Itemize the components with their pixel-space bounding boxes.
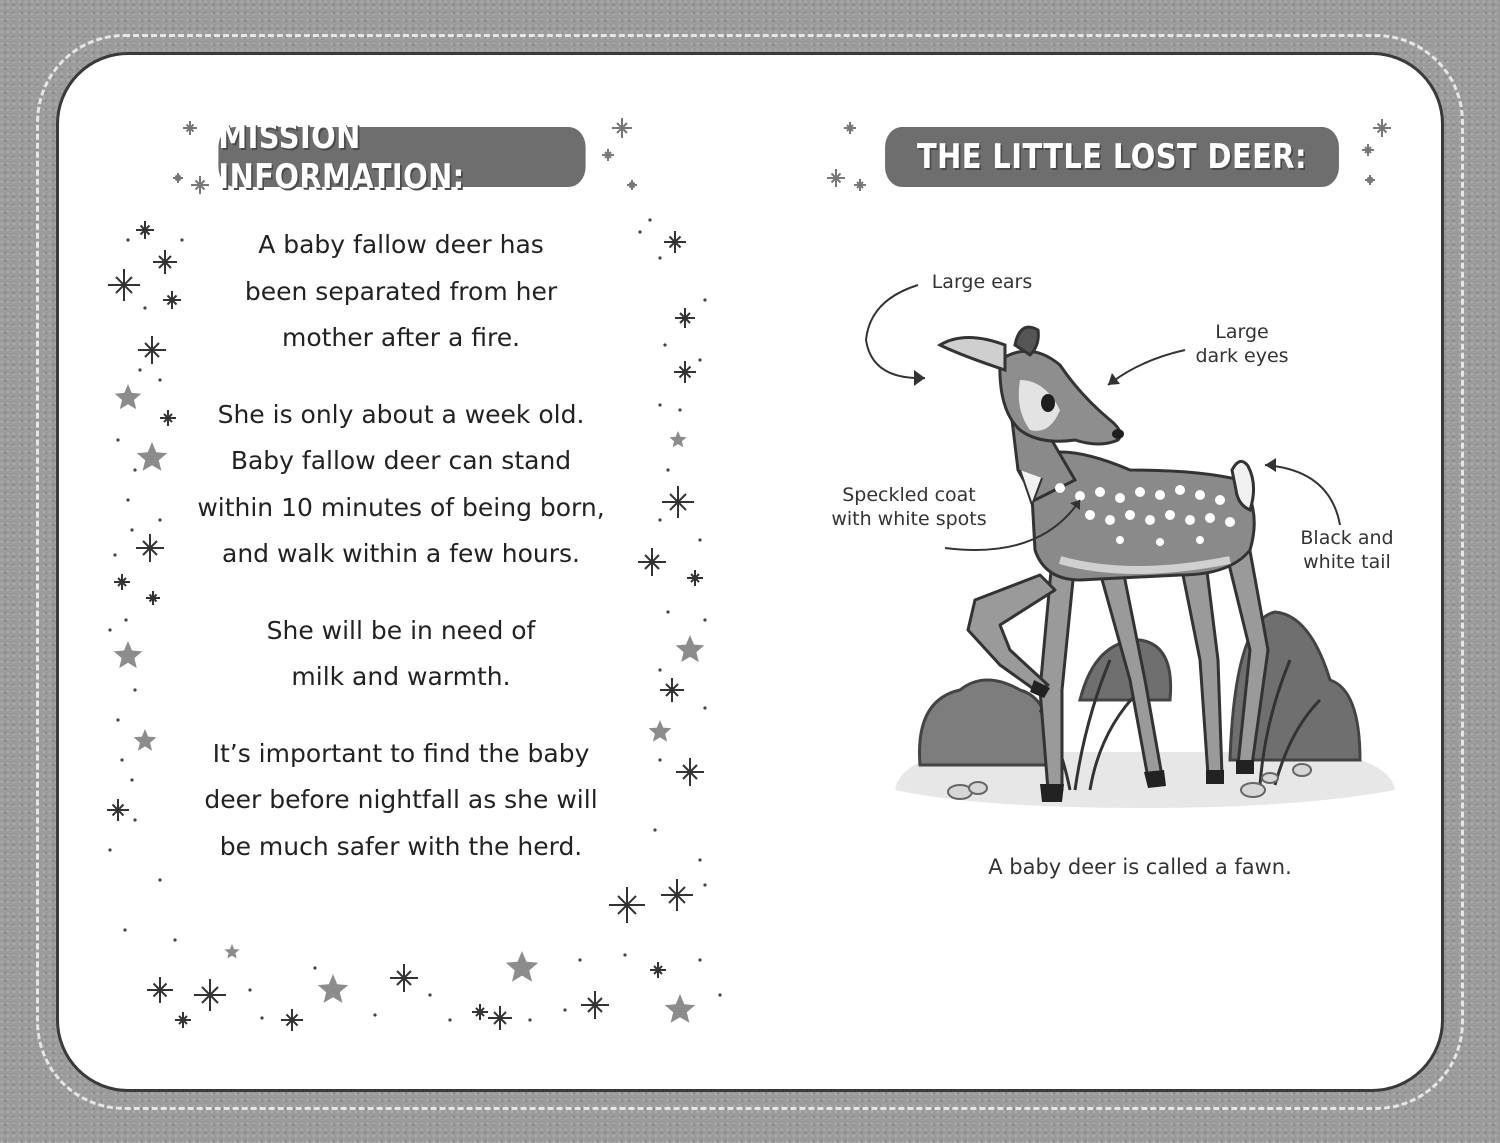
text-line: deer before nightfall as she will: [204, 785, 598, 814]
text-line: milk and warmth.: [291, 662, 511, 691]
callout-line: Speckled coat: [842, 484, 976, 506]
callout-line: Black and: [1300, 527, 1394, 549]
callout-line: Large: [1215, 321, 1269, 343]
text-line: Baby fallow deer can stand: [230, 446, 572, 475]
text-line: A baby fallow deer has: [258, 230, 544, 259]
text-line: She is only about a week old.: [217, 399, 585, 429]
text-line: and walk within a few hours.: [222, 539, 580, 568]
text-line: within 10 minutes of being born,: [197, 492, 605, 522]
text-line: mother after a fire.: [281, 323, 521, 352]
little-lost-deer-heading: THE LITTLE LOST DEER:: [885, 127, 1339, 187]
callout-line: dark eyes: [1195, 345, 1289, 367]
text-line: She will be in need of: [266, 615, 536, 645]
callout-large-dark-eyes: [1180, 320, 1304, 368]
callout-line: white tail: [1303, 551, 1391, 573]
mission-information-heading: MISSION INFORMATION:: [218, 127, 585, 187]
callout-line: with white spots: [831, 508, 987, 530]
callout-large-ears: Large ears: [931, 271, 1033, 293]
text-line: It’s important to find the baby: [212, 738, 590, 768]
text-line: been separated from her: [244, 276, 558, 306]
text-line: be much safer with the herd.: [219, 831, 583, 861]
callout-black-white-tail: [1292, 526, 1402, 574]
callout-speckled-coat: [822, 483, 996, 531]
fawn-caption: A baby deer is called a fawn.: [988, 855, 1292, 879]
